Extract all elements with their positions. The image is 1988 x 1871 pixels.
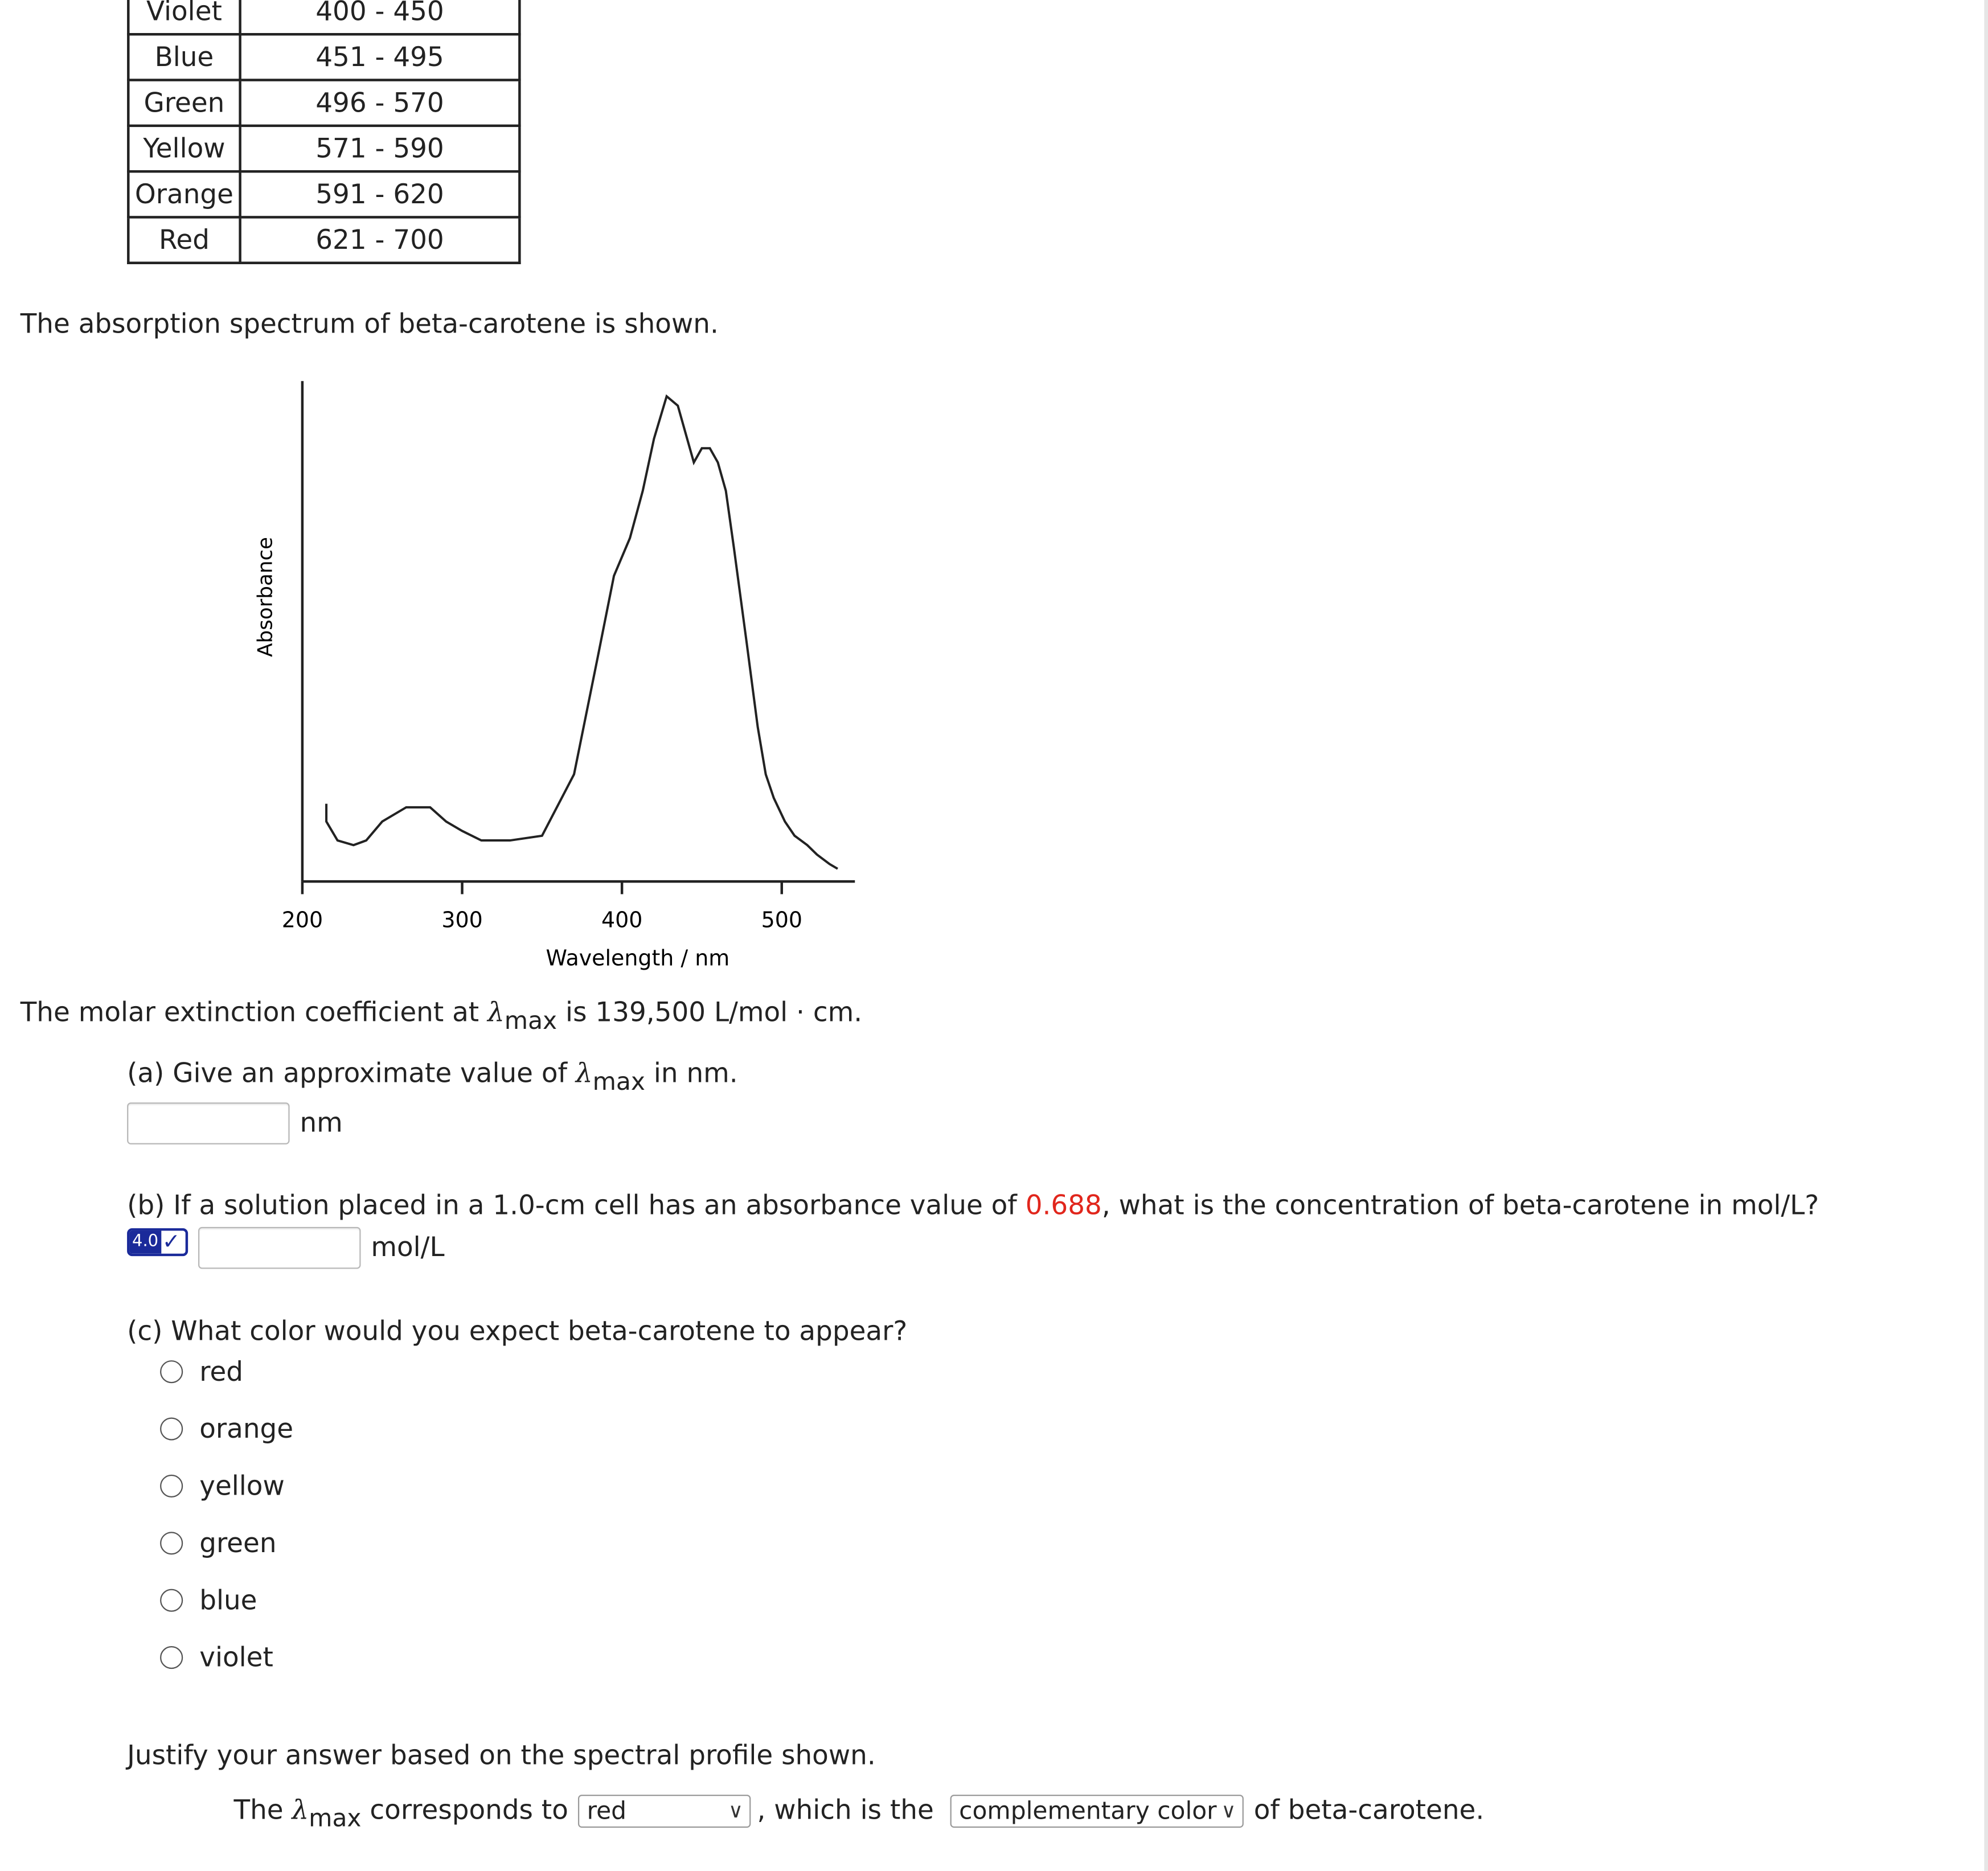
- text-segment: (b) If a solution placed in a 1.0-cm cell has an absorbance value of: [127, 1190, 1026, 1221]
- molar-coefficient-text: [20, 997, 863, 1036]
- intro-text: The absorption spectrum of beta-carotene is shown.: [20, 309, 719, 339]
- lambda-symbol: λ: [575, 1058, 593, 1089]
- absorption-spectrum-chart: [229, 368, 890, 978]
- table-cell-range: 400 - 450: [240, 0, 520, 34]
- radio-label: orange: [199, 1413, 294, 1445]
- table-row: [128, 0, 519, 34]
- x-tick-label: 200: [281, 907, 323, 933]
- table-cell-color: Orange: [128, 171, 240, 217]
- radio-option-blue[interactable]: [160, 1585, 257, 1616]
- lambda-color-select[interactable]: [578, 1795, 751, 1828]
- radio-option-red[interactable]: [160, 1356, 243, 1387]
- text-segment: is 139,500 L/mol · cm.: [557, 997, 863, 1028]
- lambda-symbol: λ: [487, 997, 505, 1028]
- table-cell-color: Violet: [128, 0, 240, 34]
- x-axis-ticks: [282, 881, 802, 932]
- text-segment: The: [233, 1794, 292, 1825]
- table-cell-color: Blue: [128, 34, 240, 80]
- table-row: [128, 80, 519, 126]
- sig-fig-badge[interactable]: [127, 1228, 188, 1256]
- text-segment: (a) Give an approximate value of: [127, 1058, 576, 1089]
- chevron-down-icon: ∨: [1221, 1798, 1236, 1823]
- justify-sentence-start: [233, 1794, 568, 1833]
- concentration-input[interactable]: [198, 1227, 361, 1269]
- x-axis-label: Wavelength / nm: [546, 945, 730, 971]
- lambda-subscript: max: [309, 1804, 362, 1833]
- x-tick-label: 500: [761, 907, 802, 933]
- radio-label: yellow: [199, 1471, 285, 1501]
- select-value: red: [587, 1797, 627, 1825]
- justify-sentence-middle: , which is the: [757, 1794, 934, 1825]
- radio-option-violet[interactable]: [160, 1642, 273, 1673]
- radio-label: violet: [199, 1642, 273, 1673]
- select-value: complementary color: [959, 1797, 1217, 1825]
- part-a-question: [127, 1058, 738, 1097]
- table-row: [128, 34, 519, 80]
- part-c-question: (c) What color would you expect beta-carotene to appear?: [127, 1316, 908, 1347]
- table-cell-range: 451 - 495: [240, 34, 520, 80]
- table-row: [128, 217, 519, 262]
- mol-per-liter-unit-label: mol/L: [371, 1232, 445, 1263]
- radio-label: green: [199, 1528, 277, 1559]
- y-axis-label: Absorbance: [253, 536, 277, 657]
- radio-option-orange[interactable]: [160, 1414, 293, 1445]
- table-row: [128, 126, 519, 171]
- x-tick-label: 400: [601, 907, 643, 933]
- text-segment: corresponds to: [361, 1794, 568, 1825]
- radio-label: blue: [199, 1585, 257, 1616]
- table-row: [128, 171, 519, 217]
- color-wavelength-table: [127, 0, 521, 264]
- radio-button[interactable]: [160, 1475, 183, 1497]
- table-cell-color: Red: [128, 217, 240, 262]
- table-cell-color: Green: [128, 80, 240, 126]
- radio-button[interactable]: [160, 1417, 183, 1440]
- table-cell-range: 621 - 700: [240, 217, 520, 262]
- chevron-down-icon: ∨: [728, 1798, 743, 1823]
- lambda-subscript: max: [592, 1068, 645, 1097]
- table-cell-range: 571 - 590: [240, 126, 520, 171]
- lambda-subscript: max: [504, 1007, 558, 1036]
- text-segment: , what is the concentration of beta-carotene in mol/L?: [1101, 1190, 1819, 1221]
- radio-label: red: [199, 1356, 244, 1387]
- radio-button[interactable]: [160, 1646, 183, 1669]
- x-tick-label: 300: [441, 907, 483, 933]
- radio-option-green[interactable]: [160, 1528, 276, 1559]
- table-cell-range: 591 - 620: [240, 171, 520, 217]
- nm-unit-label: nm: [300, 1107, 343, 1138]
- scrollbar-track[interactable]: [1984, 0, 1988, 1871]
- series-line: [326, 396, 838, 869]
- table-cell-color: Yellow: [128, 126, 240, 171]
- table-cell-range: 496 - 570: [240, 80, 520, 126]
- sig-fig-number: 4.0: [130, 1231, 161, 1254]
- radio-button[interactable]: [160, 1589, 183, 1612]
- color-relationship-select[interactable]: [950, 1795, 1244, 1828]
- radio-button[interactable]: [160, 1532, 183, 1554]
- justify-sentence-end: of beta-carotene.: [1253, 1794, 1485, 1825]
- text-segment: in nm.: [645, 1058, 738, 1089]
- radio-button[interactable]: [160, 1360, 183, 1383]
- absorbance-value: 0.688: [1025, 1190, 1102, 1221]
- lambda-symbol: λ: [292, 1794, 309, 1825]
- radio-option-yellow[interactable]: [160, 1471, 285, 1501]
- part-b-question: [127, 1190, 1819, 1221]
- justify-prompt: Justify your answer based on the spectral profile shown.: [127, 1740, 876, 1771]
- lambda-max-input[interactable]: [127, 1102, 290, 1144]
- check-icon: ✓: [162, 1229, 181, 1255]
- text-segment: The molar extinction coefficient at: [20, 997, 488, 1028]
